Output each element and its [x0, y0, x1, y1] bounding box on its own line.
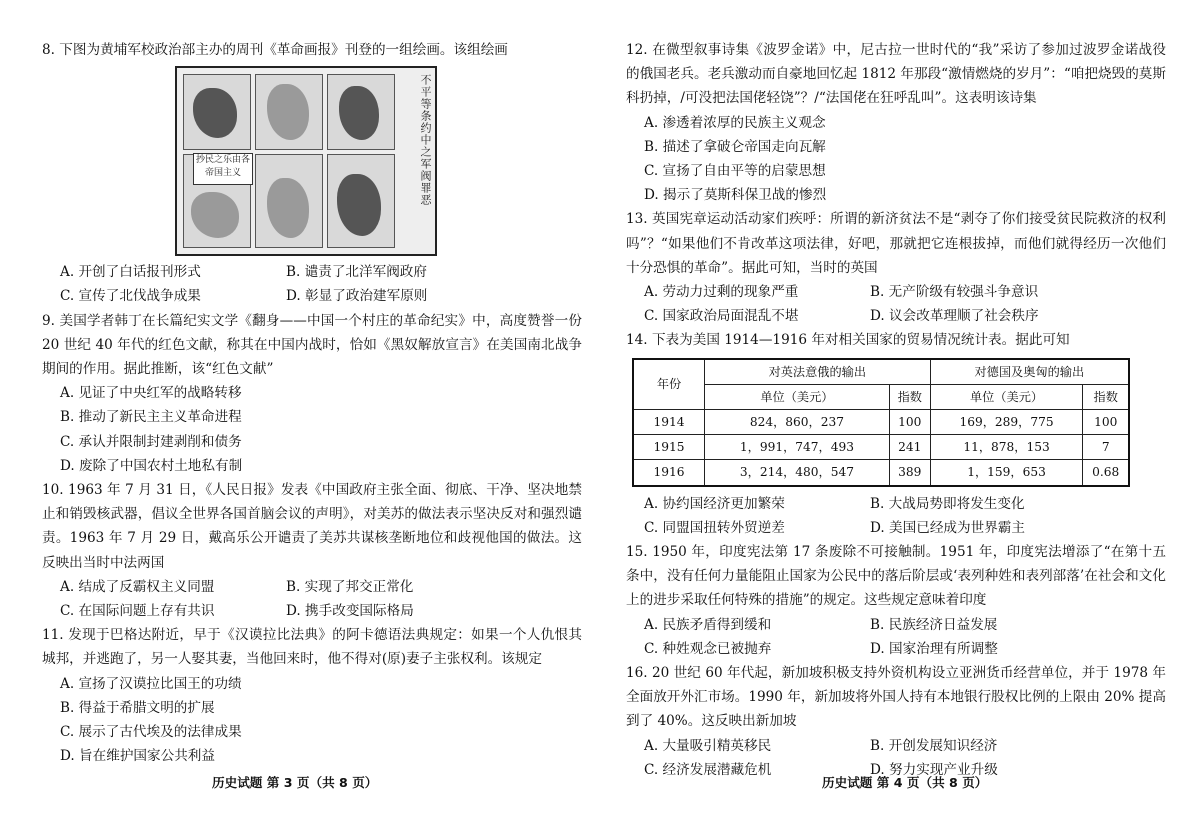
- year-header: 年份: [633, 359, 705, 410]
- option-b[interactable]: B. 大战局势即将发生变化: [870, 495, 1025, 512]
- question-15: [626, 540, 1166, 661]
- index-header: 指数: [1083, 384, 1129, 409]
- option-a[interactable]: A. 结成了反霸权主义同盟: [60, 578, 215, 595]
- option-b[interactable]: B. 推动了新民主主义革命进程: [60, 409, 242, 426]
- question-stem: 9. 美国学者韩丁在长篇纪实文学《翻身——中国一个村庄的革命纪实》中，高度赞誉一份20 世纪 40 年代的红色文献，称其在中国内战时，恰如《黑奴解放宣言》在美国南北战争期间的作用。据此推断，该“红色文献”: [42, 312, 582, 378]
- question-stem: 11. 发现于巴格达附近，早于《汉谟拉比法典》的阿卡德语法典规定：如果一个人仇恨其城邦，并逃跑了，另一人娶其妻，当他回来时，他不得对(原)妻子主张权利。该规定: [42, 627, 582, 668]
- year-cell: 1914: [633, 410, 705, 435]
- index-cell: 389: [889, 460, 930, 486]
- question-14: [626, 328, 1166, 540]
- index-cell: 100: [1083, 410, 1129, 435]
- table-row: [633, 435, 1129, 460]
- option-a[interactable]: A. 见证了中央红军的战略转移: [60, 385, 242, 402]
- revolution-pictorial-illustration: [175, 66, 437, 256]
- option-d[interactable]: D. 议会改革理顺了社会秩序: [870, 308, 1039, 325]
- index-header: 指数: [889, 384, 930, 409]
- question-16: [626, 661, 1166, 782]
- option-b[interactable]: B. 描述了拿破仑帝国走向瓦解: [644, 138, 826, 155]
- answer-options: [626, 492, 1166, 540]
- option-c[interactable]: C. 在国际问题上存有共识: [60, 603, 215, 620]
- option-b[interactable]: B. 开创发展知识经济: [870, 737, 998, 754]
- right-page-column: [626, 38, 1166, 782]
- option-c[interactable]: C. 宣传了北伐战争成果: [60, 288, 201, 305]
- option-d[interactable]: D. 美国已经成为世界霸主: [870, 519, 1025, 536]
- question-8: [42, 38, 582, 309]
- question-stem: 14. 下表为美国 1914—1916 年对相关国家的贸易情况统计表。据此可知: [626, 332, 1070, 349]
- question-stem: 8. 下图为黄埔军校政治部主办的周刊《革命画报》刊登的一组绘画。该组绘画: [42, 42, 508, 58]
- group-header-entente: 对英法意俄的输出: [705, 359, 931, 385]
- option-a[interactable]: A. 劳动力过剩的现象严重: [644, 284, 799, 301]
- unit-header: 单位（美元）: [930, 384, 1083, 409]
- option-b[interactable]: B. 得益于希腊文明的扩展: [60, 699, 215, 716]
- question-13: [626, 207, 1166, 328]
- answer-options: [42, 575, 582, 623]
- option-d[interactable]: D. 揭示了莫斯科保卫战的惨烈: [644, 187, 827, 204]
- table-row: [633, 460, 1129, 486]
- option-b[interactable]: B. 民族经济日益发展: [870, 616, 998, 633]
- option-c[interactable]: C. 宣扬了自由平等的启蒙思想: [644, 163, 826, 180]
- option-d[interactable]: D. 国家治理有所调整: [870, 640, 998, 657]
- option-b[interactable]: B. 无产阶级有较强斗争意识: [870, 284, 1039, 301]
- table-row: [633, 410, 1129, 435]
- option-a[interactable]: A. 开创了白话报刊形式: [60, 264, 201, 281]
- option-d[interactable]: D. 废除了中国农村土地私有制: [60, 457, 243, 474]
- option-c[interactable]: C. 种姓观念已被抛弃: [644, 640, 772, 657]
- value-cell: 3，214，480，547: [705, 460, 890, 486]
- answer-options: [626, 280, 1166, 328]
- trade-statistics-table: [632, 358, 1130, 487]
- question-11: [42, 623, 582, 768]
- question-stem: 12. 在微型叙事诗集《波罗金诺》中，尼古拉一世时代的“我”采访了参加过波罗金诺战役的俄国老兵。老兵激动而自豪地回忆起 1812 年那段“激情燃烧的岁月”：“咱把烧毁的莫斯科扔掉，/可没把法国佬轻饶”？/“法国佬在狂呼乱叫”。这表明该诗集: [626, 42, 1166, 107]
- option-d[interactable]: D. 努力实现产业升级: [870, 761, 998, 778]
- page-footer-left: 历史试题 第 3 页（共 8 页）: [212, 775, 378, 790]
- question-stem: 13. 英国宪章运动活动家们疾呼：所谓的新济贫法不是“剥夺了你们接受贫民院救济的权利吗”？“如果他们不肯改革这项法律，好吧，那就把它连根拔掉，而他们就得经历一次他们十分恐惧的革命”。据此可知，当时的英国: [626, 211, 1166, 276]
- unit-header: 单位（美元）: [705, 384, 890, 409]
- value-cell: 169，289，775: [930, 410, 1083, 435]
- value-cell: 1，159，653: [930, 460, 1083, 486]
- value-cell: 824，860，237: [705, 410, 890, 435]
- index-cell: 7: [1083, 435, 1129, 460]
- question-9: [42, 309, 582, 478]
- option-c[interactable]: C. 承认并限制封建剥削和债务: [60, 433, 242, 450]
- option-d[interactable]: D. 彰显了政治建军原则: [286, 288, 428, 305]
- year-cell: 1916: [633, 460, 705, 486]
- question-10: [42, 478, 582, 623]
- answer-options: [42, 260, 582, 308]
- option-c[interactable]: C. 经济发展潜藏危机: [644, 761, 772, 778]
- option-c[interactable]: C. 同盟国扭转外贸逆差: [644, 519, 785, 536]
- figure-caption: 抄民之乐由各帝国主义: [193, 153, 253, 185]
- answer-options: [626, 613, 1166, 661]
- question-stem: 16. 20 世纪 60 年代起，新加坡积极支持外资机构设立亚洲货币经营单位，并于 1978 年全面放开外汇市场。1990 年，新加坡将外国人持有本地银行股权比例的上限由 20% 提高到了 40%。这反映出新加坡: [626, 665, 1166, 730]
- option-c[interactable]: C. 展示了古代埃及的法律成果: [60, 724, 242, 741]
- value-cell: 1，991，747，493: [705, 435, 890, 460]
- year-cell: 1915: [633, 435, 705, 460]
- option-d[interactable]: D. 携手改变国际格局: [286, 603, 414, 620]
- option-a[interactable]: A. 渗透着浓厚的民族主义观念: [644, 114, 826, 131]
- page-footer-right: 历史试题 第 4 页（共 8 页）: [822, 775, 988, 790]
- option-b[interactable]: B. 实现了邦交正常化: [286, 578, 414, 595]
- index-cell: 100: [889, 410, 930, 435]
- question-12: [626, 38, 1166, 207]
- index-cell: 0.68: [1083, 460, 1129, 486]
- index-cell: 241: [889, 435, 930, 460]
- option-b[interactable]: B. 谴责了北洋军阀政府: [286, 264, 427, 281]
- figure-side-text: 不平等条约中之军阀罪恶: [419, 74, 432, 207]
- option-a[interactable]: A. 大量吸引精英移民: [644, 737, 772, 754]
- value-cell: 11，878，153: [930, 435, 1083, 460]
- left-page-column: [42, 38, 582, 768]
- option-a[interactable]: A. 协约国经济更加繁荣: [644, 495, 785, 512]
- option-d[interactable]: D. 旨在维护国家公共利益: [60, 748, 215, 765]
- option-a[interactable]: A. 宣扬了汉谟拉比国王的功绩: [60, 675, 242, 692]
- option-a[interactable]: A. 民族矛盾得到缓和: [644, 616, 772, 633]
- question-stem: 10. 1963 年 7 月 31 日，《人民日报》发表《中国政府主张全面、彻底、干净、坚决地禁止和销毁核武器，倡议全世界各国首脑会议的声明》，对美苏的做法表示坚决反对和强烈谴责。1963 年 7 月 29 日，戴高乐公开谴责了美苏共谋核垄断地位和歧视他国的做法。这反映出当时中法两国: [42, 482, 582, 571]
- question-stem: 15. 1950 年，印度宪法第 17 条废除不可接触制。1951 年，印度宪法增添了“在第十五条中，没有任何力量能阻止国家为公民中的落后阶层或‘表列种姓和表列部落’在社会和文化上的进步采取任何特殊的措施”的规定。这些规定意味着印度: [626, 544, 1166, 609]
- option-c[interactable]: C. 国家政治局面混乱不堪: [644, 308, 799, 325]
- group-header-central: 对德国及奥匈的输出: [930, 359, 1129, 385]
